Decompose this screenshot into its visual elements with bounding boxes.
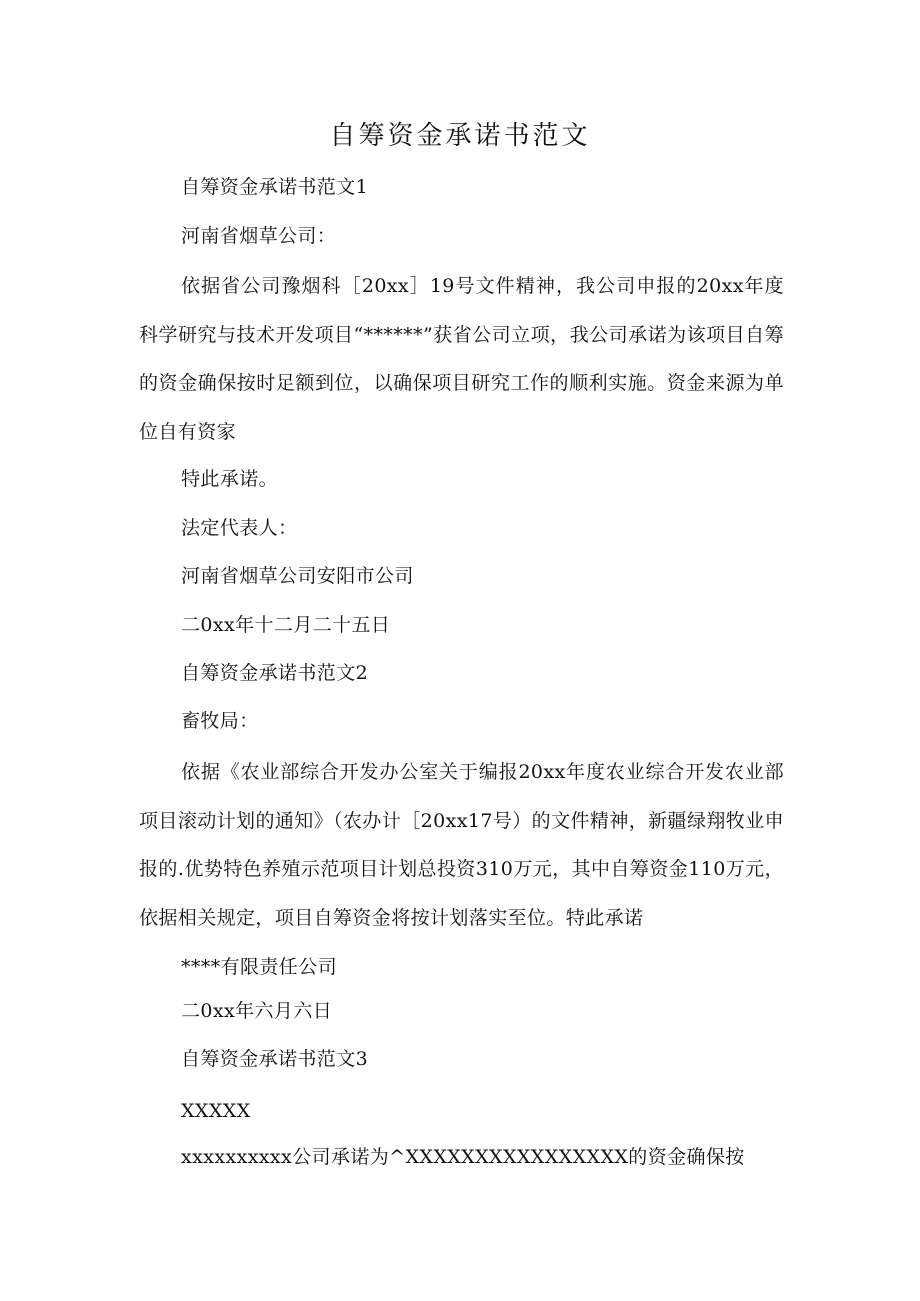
sample3-addressee: XXXXX [181,1100,251,1122]
sample1-body: 依据省公司豫烟科［20xx］19号文件精神，我公司申报的20xx年度科学研究与技术开发项目“******”获省公司立项，我公司承诺为该项目自筹的资金确保按时足额到位，以确保项目研究工作的顺利实施。资金来源为单位自有资家 [139,275,784,443]
sample2-body: 依据《农业部综合开发办公室关于编报20xx年度农业综合开发农业部项目滚动计划的通知》（农办计［20xx17号）的文件精神，新疆绿翔牧业申报的.优势特色养殖示范项目计划总投资310万元，其中自筹资金110万元，依据相关规定，项目自筹资金将按计划落实至位。特此承诺 [139,761,784,929]
sample1-addressee: 河南省烟草公司： [181,225,337,247]
sample2-date: 二0xx年六月六日 [181,1000,333,1022]
sample3-heading: 自筹资金承诺书范文3 [181,1048,369,1070]
sample3-body-start: xxxxxxxxxx公司承诺为^XXXXXXXXXXXXXXXX的资金确保按 [181,1146,745,1168]
sample2-addressee: 畜牧局： [181,710,259,732]
sample1-closing: 特此承诺。 [181,468,279,490]
document-title: 自筹资金承诺书范文 [329,121,591,151]
sample1-date: 二0xx年十二月二十五日 [181,614,391,636]
sample2-heading: 自筹资金承诺书范文2 [181,662,369,684]
sample1-legal-rep: 法定代表人： [181,517,298,539]
sample2-company: ****有限责任公司 [181,956,338,978]
sample1-heading: 自筹资金承诺书范文1 [181,176,369,198]
sample1-company: 河南省烟草公司安阳市公司 [181,565,414,587]
